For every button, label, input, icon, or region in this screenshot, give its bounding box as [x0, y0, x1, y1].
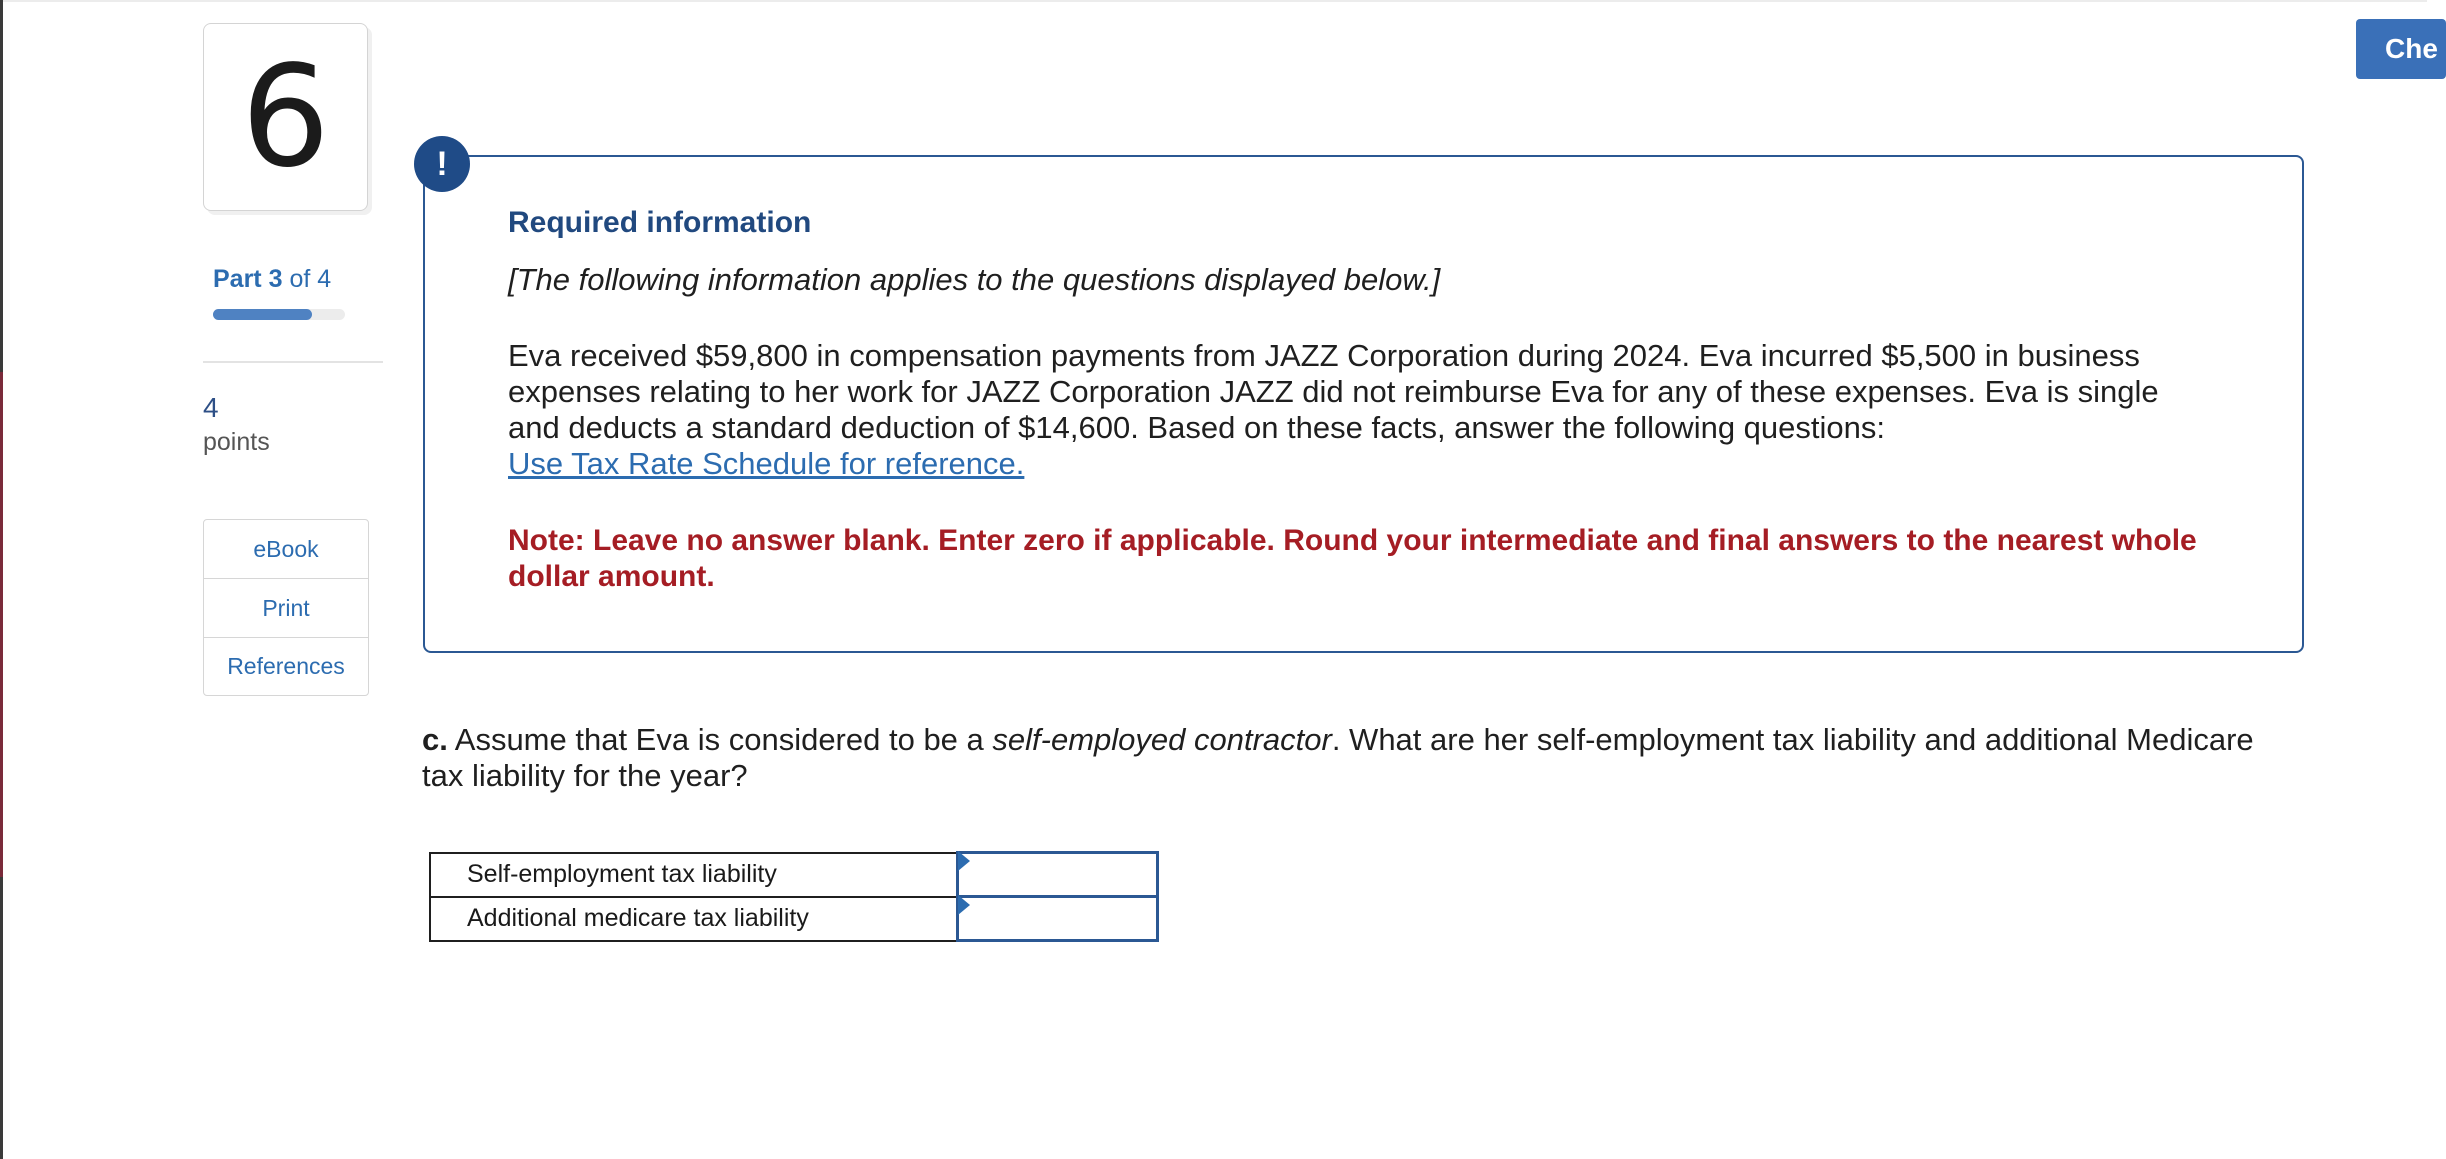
info-intro: [The following information applies to the questions displayed below.]	[508, 262, 1441, 297]
answer-table	[429, 851, 1159, 942]
ebook-button[interactable]: eBook	[204, 520, 368, 579]
question-number-card	[203, 23, 368, 211]
question-text-after: . What are her self-employment tax liability and additional Medicare tax liability for the year?	[422, 722, 2254, 793]
question-number: 6	[240, 35, 331, 199]
question-emphasis: self-employed contractor	[992, 722, 1332, 757]
answer-cell	[957, 853, 1157, 897]
part-total: of 4	[289, 265, 332, 293]
top-border	[0, 0, 2427, 2]
tax-rate-schedule-link[interactable]: Use Tax Rate Schedule for reference.	[508, 446, 1025, 481]
table-row	[430, 897, 1157, 941]
answer-row-label: Self-employment tax liability	[430, 853, 957, 897]
additional-medicare-tax-input[interactable]	[959, 898, 1156, 939]
resource-tools	[203, 519, 369, 696]
answer-cell	[957, 897, 1157, 941]
left-edge-accent	[0, 372, 3, 877]
part-progress-fill	[213, 309, 312, 320]
check-button-label: Che	[2385, 33, 2438, 64]
info-body: Eva received $59,800 in compensation payments from JAZZ Corporation during 2024. Eva incurred $5,500 in business expenses relating to her work for JAZZ Corporation JAZZ did not reimburse Eva for any of these expenses. Eva is single and deducts a standard deduction of $14,600. Based on these facts, answer the following questions:	[508, 338, 2159, 445]
points-value: 4	[203, 392, 219, 423]
points-label: points	[203, 428, 270, 456]
part-current: Part 3	[213, 265, 283, 293]
references-button[interactable]: References	[227, 653, 345, 679]
info-note: Note: Leave no answer blank. Enter zero if applicable. Round your intermediate and final answers to the nearest whole dollar amount.	[508, 524, 2197, 593]
answer-row-label: Additional medicare tax liability	[430, 897, 957, 941]
self-employment-tax-input[interactable]	[959, 854, 1156, 895]
left-edge-bar	[0, 0, 3, 1159]
print-button[interactable]: Print	[204, 579, 368, 638]
part-indicator	[213, 265, 331, 294]
alert-icon: !	[414, 136, 470, 192]
question-text-before: Assume that Eva is considered to be a	[447, 722, 993, 757]
table-row	[430, 853, 1157, 897]
check-button[interactable]	[2356, 19, 2446, 79]
sidebar-divider	[203, 361, 383, 363]
question-part-label: c.	[422, 722, 448, 757]
required-info-title: Required information	[508, 206, 812, 239]
question-prompt	[422, 722, 2302, 794]
part-progress-bar	[213, 309, 345, 320]
